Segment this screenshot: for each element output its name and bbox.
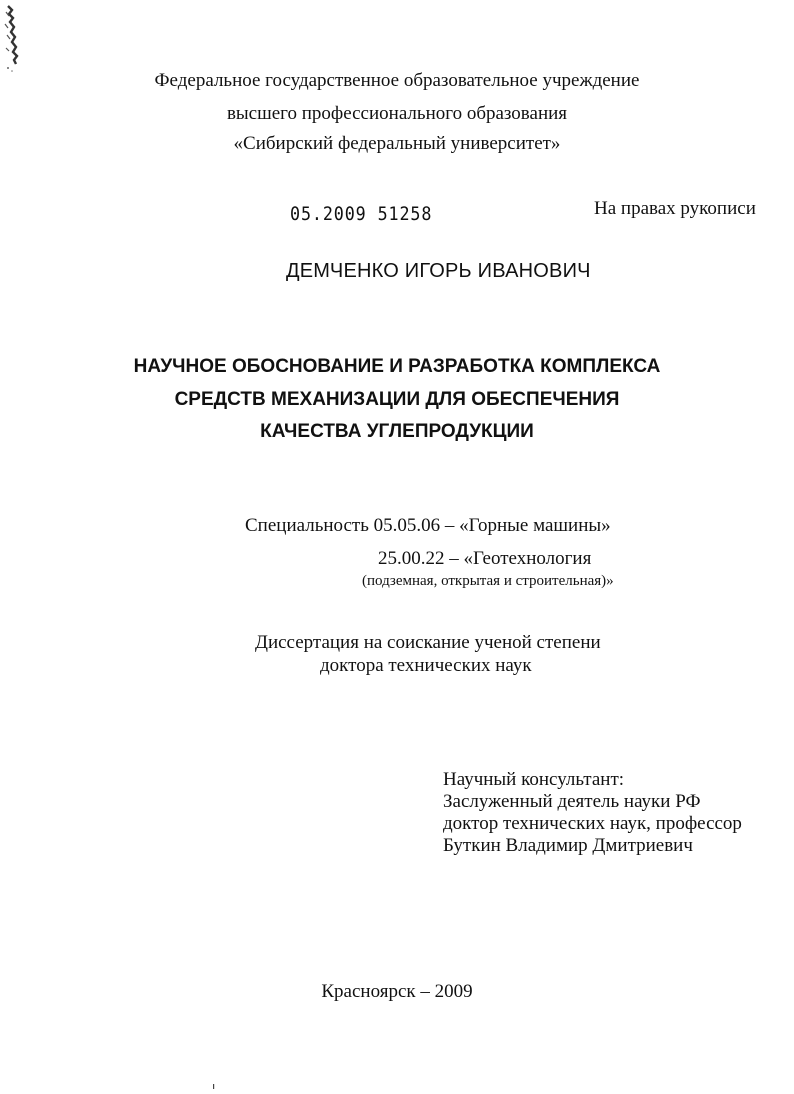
degree-line-1: Диссертация на соискание ученой степени <box>255 632 601 653</box>
institution-line-1: Федеральное государственное образовательное учреждение <box>154 70 640 91</box>
scan-artifact-mark <box>2 4 20 74</box>
consultant-honor: Заслуженный деятель науки РФ <box>443 791 701 812</box>
thesis-title-line-1: НАУЧНОЕ ОБОСНОВАНИЕ И РАЗРАБОТКА КОМПЛЕКСА <box>133 356 661 377</box>
consultant-degree: доктор технических наук, профессор <box>443 813 742 834</box>
author-name: ДЕМЧЕНКО ИГОРЬ ИВАНОВИЧ <box>286 260 591 282</box>
specialty-line-1: Специальность 05.05.06 – «Горные машины» <box>245 515 611 536</box>
specialty-line-2: 25.00.22 – «Геотехнология <box>378 548 592 569</box>
scan-dot-mark <box>212 1084 215 1090</box>
consultant-label: Научный консультант: <box>443 769 625 790</box>
thesis-title-line-2: СРЕДСТВ МЕХАНИЗАЦИИ ДЛЯ ОБЕСПЕЧЕНИЯ <box>174 389 620 410</box>
thesis-title-line-3: КАЧЕСТВА УГЛЕПРОДУКЦИИ <box>260 421 534 442</box>
institution-line-3: «Сибирский федеральный университет» <box>233 133 561 154</box>
degree-line-2: доктора технических наук <box>320 655 532 676</box>
city-year: Красноярск – 2009 <box>321 981 473 1002</box>
catalog-number-stamp: 05.2009 51258 <box>290 203 433 225</box>
institution-line-2: высшего профессионального образования <box>226 103 568 124</box>
consultant-name: Буткин Владимир Дмитриевич <box>443 835 693 856</box>
rights-note: На правах рукописи <box>594 198 756 219</box>
specialty-line-3: (подземная, открытая и строительная)» <box>362 573 614 589</box>
